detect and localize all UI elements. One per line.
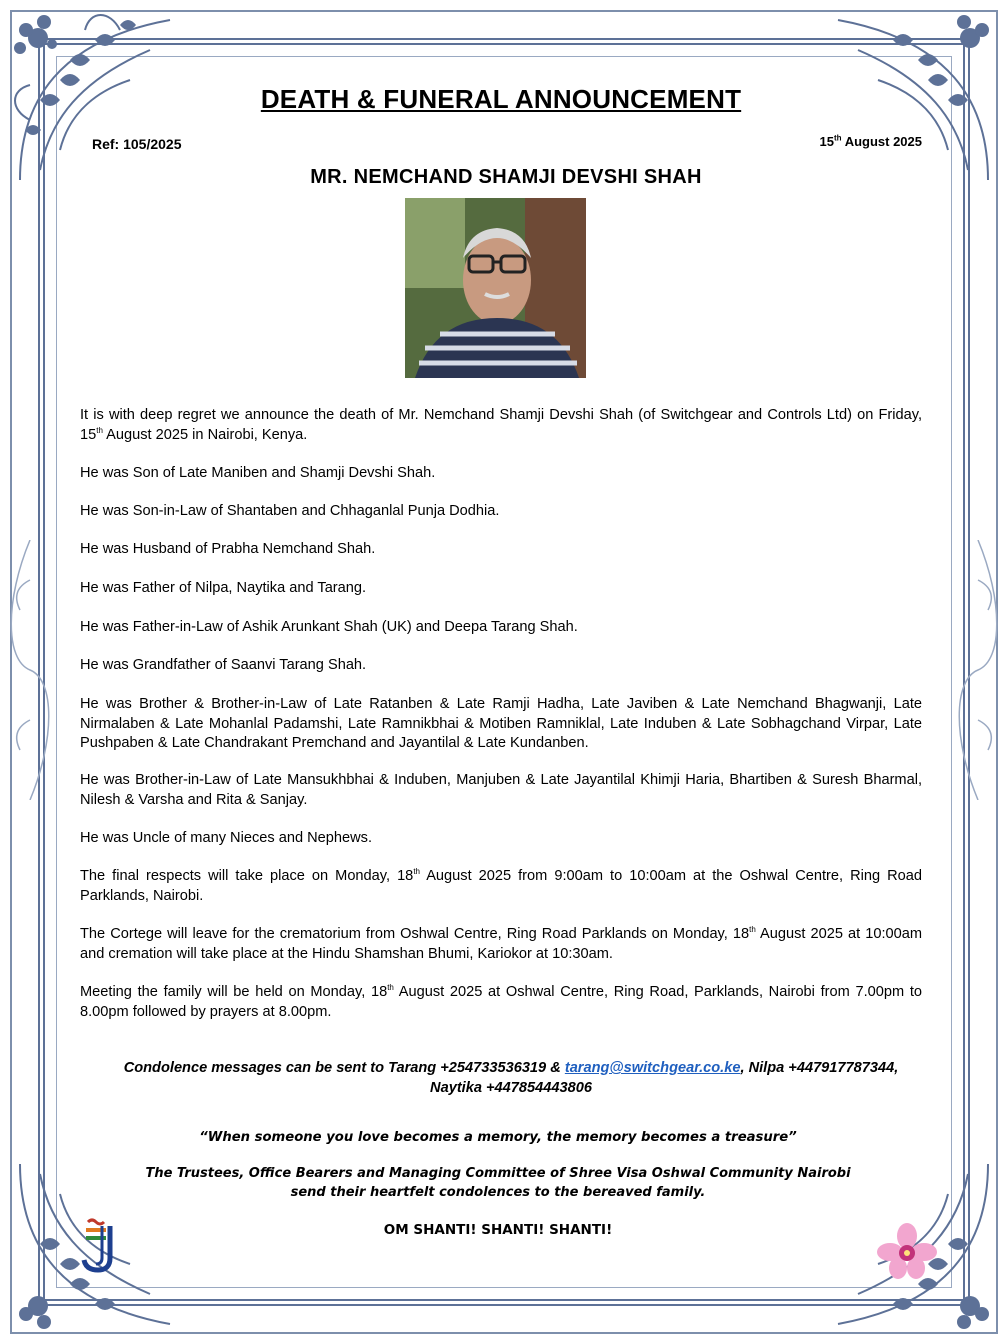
paragraph-son-of: He was Son of Late Maniben and Shamji Devshi Shah. <box>80 465 436 481</box>
announcement-title: DEATH & FUNERAL ANNOUNCEMENT <box>260 84 742 114</box>
superscript: th <box>96 425 103 435</box>
text: August 2025 in Nairobi, Kenya. <box>102 426 308 443</box>
paragraph-meeting-family <box>80 983 922 1022</box>
trustees-condolence <box>80 1164 916 1202</box>
date-day: 15 <box>819 134 834 149</box>
text: August 2025 at Oshwal Centre, Ring Road, Parklands, Nairobi from 7.00pm to 8.00pm followed by prayers at 8.00pm. <box>80 984 922 1020</box>
trustees-line-2: send their heartfelt condolences to the bereaved family. <box>290 1185 706 1200</box>
text: The final respects will take place on Monday, 18 <box>80 868 414 884</box>
reference-number: Ref: 105/2025 <box>92 136 182 152</box>
text: August 2025 at 10:00am and cremation will take place at the Hindu Shamshan Bhumi, Kariokor at 10:30am. <box>80 926 923 962</box>
paragraph-son-in-law: He was Son-in-Law of Shantaben and Chhaganlal Punja Dodhia. <box>80 503 500 519</box>
om-shanti: OM SHANTI! SHANTI! SHANTI! <box>383 1222 613 1238</box>
text: August 2025 from 9:00am to 10:00am at the Oshwal Centre, Ring Road Parklands, Nairobi. <box>80 868 922 904</box>
paragraph-father: He was Father of Nilpa, Naytika and Tarang. <box>80 580 367 596</box>
floral-side-ornament <box>0 540 60 800</box>
superscript: th <box>413 867 420 877</box>
paragraph-brother-in-law: He was Brother-in-Law of Late Mansukhbhai & Induben, Manjuben & Late Jayantilal Khimji Haria, Bhartiben & Suresh Bharmal, Nilesh & Varsha and Rita & Sanjay. <box>80 772 922 808</box>
deceased-name: MR. NEMCHAND SHAMJI DEVSHI SHAH <box>310 166 702 188</box>
text: It is with deep regret we announce the death of Mr. Nemchand Shamji Devshi Shah (of Switchgear and Controls Ltd) on Friday, 15 <box>80 407 922 443</box>
deceased-photo <box>405 198 586 378</box>
condolence-contacts <box>120 1058 902 1098</box>
announcement-date <box>820 134 922 149</box>
text: Meeting the family will be held on Monday, 18 <box>80 984 388 1000</box>
email-link[interactable]: tarang@switchgear.co.ke <box>564 1060 741 1076</box>
paragraph-father-in-law: He was Father-in-Law of Ashik Arunkant Shah (UK) and Deepa Tarang Shah. <box>80 619 578 635</box>
paragraph-death-notice <box>80 406 922 445</box>
floral-side-ornament <box>948 540 1008 800</box>
orchid-flower-image <box>876 1222 938 1280</box>
date-suffix: th <box>834 133 842 143</box>
memorial-quote: “When someone you love becomes a memory, the memory becomes a treasure” <box>199 1130 797 1145</box>
text: The Cortege will leave for the crematorium from Oshwal Centre, Ring Road Parklands on Monday, 18 <box>80 926 750 942</box>
date-month-year: August 2025 <box>841 134 922 149</box>
paragraph-uncle: He was Uncle of many Nieces and Nephews. <box>80 830 373 846</box>
paragraph-final-respects <box>80 867 922 906</box>
paragraph-cortege <box>80 925 922 964</box>
paragraph-grandfather: He was Grandfather of Saanvi Tarang Shah. <box>80 657 367 673</box>
trustees-line-1: The Trustees, Office Bearers and Managing Committee of Shree Visa Oshwal Community Nairobi <box>145 1166 851 1181</box>
community-logo <box>80 1218 120 1274</box>
paragraph-brother: He was Brother & Brother-in-Law of Late Ratanben & Late Ramji Hadha, Late Javiben & Late Nemchand Bhagwanji, Late Nirmalaben & Late Mohanlal Padamshi, Late Ramnikbhai & Motiben Ramniklal, Late Induben & Late Sobhagchand Virpar, Late Pushpaben & Late Chandrakant Premchand and Jayantilal & Late Kundanben. <box>80 696 922 751</box>
paragraph-husband: He was Husband of Prabha Nemchand Shah. <box>80 541 376 557</box>
superscript: th <box>749 925 756 935</box>
superscript: th <box>387 983 394 993</box>
text: Condolence messages can be sent to Tarang +254733536319 & <box>123 1060 565 1076</box>
text: , Nilpa +447917787344, Naytika +447854443806 <box>430 1060 899 1096</box>
